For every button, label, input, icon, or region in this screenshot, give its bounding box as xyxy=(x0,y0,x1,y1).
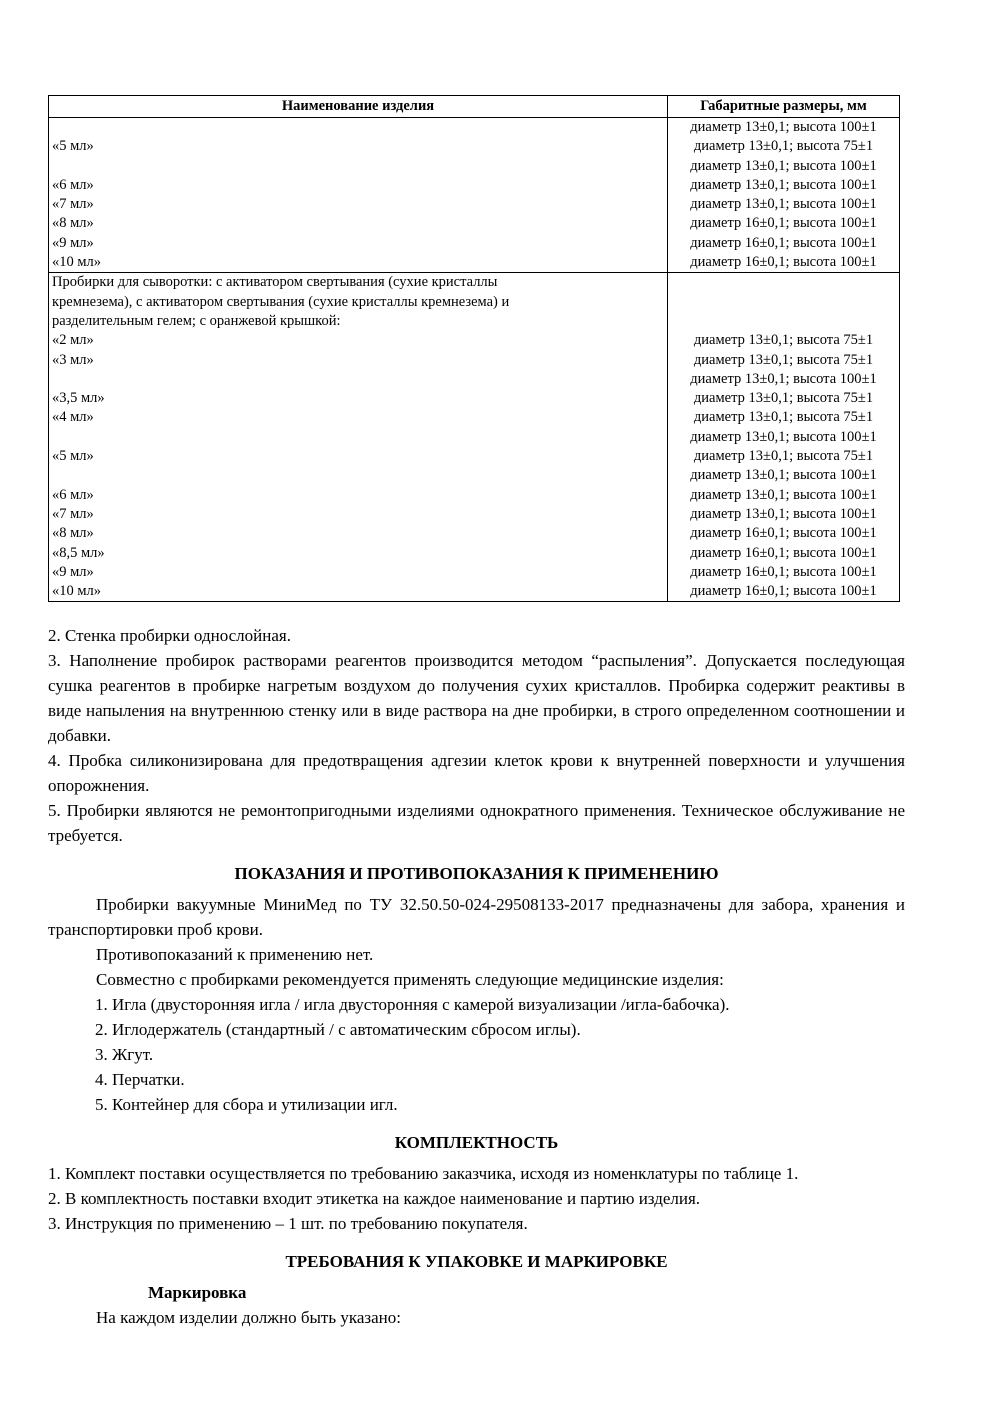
product-name-line: «6 мл» xyxy=(52,486,94,503)
table-header-size: Габаритные размеры, мм xyxy=(700,98,867,114)
product-size-line: диаметр 13±0,1; высота 100±1 xyxy=(690,370,877,387)
product-name-cell xyxy=(49,273,668,601)
product-name-line: «2 мл» xyxy=(52,332,94,349)
body-paragraph-5: 5. Пробирки являются не ремонтопригодными изделиями однократного применения. Техническое обслуживание не требуется. xyxy=(48,801,905,846)
product-size-line: диаметр 16±0,1; высота 100±1 xyxy=(690,544,877,561)
list-item: 3. Жгут. xyxy=(95,1045,154,1065)
product-size-line: диаметр 13±0,1; высота 100±1 xyxy=(690,196,877,213)
body-paragraph-3: 3. Наполнение пробирок растворами реагентов производится методом “распыления”. Допускается последующая сушка реагентов в пробирке нагретым воздухом до получения сухих кристаллов. Пробирка содержит реактивы в виде напыления на внутреннюю стенку или в виде раствора на дне пробирки, в строго определенном соотношении и добавки. xyxy=(48,651,905,746)
product-size-line: диаметр 16±0,1; высота 100±1 xyxy=(690,254,877,271)
list-item: 2. Иглодержатель (стандартный / с автоматическим сбросом иглы). xyxy=(95,1020,581,1040)
completeness-item-3: 3. Инструкция по применению – 1 шт. по требованию покупателя. xyxy=(48,1214,528,1234)
body-paragraph-4: 4. Пробка силиконизирована для предотвращения адгезии клеток крови к внутренней поверхности и улучшения опорожнения. xyxy=(48,751,905,796)
indications-paragraph-1: Пробирки вакуумные МиниМед по ТУ 32.50.50-024-29508133-2017 предназначены для забора, хранения и транспортировки проб крови. xyxy=(48,895,905,940)
packaging-heading: ТРЕБОВАНИЯ К УПАКОВКЕ И МАРКИРОВКЕ xyxy=(285,1252,668,1272)
product-name-line: «9 мл» xyxy=(52,234,94,251)
product-size-line: диаметр 13±0,1; высота 75±1 xyxy=(693,332,874,349)
product-name-line xyxy=(52,428,667,447)
marking-paragraph-1: На каждом изделии должно быть указано: xyxy=(96,1308,401,1328)
indications-heading: ПОКАЗАНИЯ И ПРОТИВОПОКАЗАНИЯ К ПРИМЕНЕНИЮ xyxy=(234,864,719,884)
product-size-line: диаметр 16±0,1; высота 100±1 xyxy=(690,215,877,232)
completeness-heading: КОМПЛЕКТНОСТЬ xyxy=(394,1133,559,1153)
marking-subheading: Маркировка xyxy=(148,1283,247,1303)
size-spacer-line xyxy=(668,273,899,292)
document-body xyxy=(48,623,905,1330)
completeness-item-1: 1. Комплект поставки осуществляется по требованию заказчика, исходя из номенклатуры по таблице 1. xyxy=(48,1164,799,1184)
product-size-line: диаметр 16±0,1; высота 100±1 xyxy=(690,234,877,251)
recommended-devices-list xyxy=(48,992,905,1117)
product-size-line: диаметр 16±0,1; высота 100±1 xyxy=(690,525,877,542)
product-size-line: диаметр 13±0,1; высота 100±1 xyxy=(690,486,877,503)
product-name-line xyxy=(52,466,667,485)
product-name-line: «3,5 мл» xyxy=(52,390,105,407)
product-table-body xyxy=(49,118,899,601)
product-size-line: диаметр 13±0,1; высота 75±1 xyxy=(693,351,874,368)
list-item: 1. Игла (двусторонняя игла / игла двусторонняя с камерой визуализации /игла-бабочка). xyxy=(95,995,730,1015)
product-size-line: диаметр 13±0,1; высота 100±1 xyxy=(690,176,877,193)
product-table xyxy=(48,95,900,602)
product-size-line: диаметр 13±0,1; высота 75±1 xyxy=(693,448,874,465)
product-name-line: «8 мл» xyxy=(52,215,94,232)
product-name-line: «4 мл» xyxy=(52,409,94,426)
table-row-group xyxy=(49,272,899,601)
product-size-line: диаметр 13±0,1; высота 75±1 xyxy=(693,138,874,155)
product-name-cell xyxy=(49,118,668,272)
body-paragraph-2: 2. Стенка пробирки однослойная. xyxy=(48,626,291,646)
product-name-line: «3 мл» xyxy=(52,351,94,368)
product-intro-line: Пробирки для сыворотки: с активатором свертывания (сухие кристаллы xyxy=(52,274,498,291)
list-item: 5. Контейнер для сбора и утилизации игл. xyxy=(95,1095,398,1115)
product-size-line: диаметр 13±0,1; высота 75±1 xyxy=(693,390,874,407)
product-size-line: диаметр 13±0,1; высота 100±1 xyxy=(690,119,877,135)
product-name-line: «8,5 мл» xyxy=(52,544,105,561)
product-size-cell xyxy=(668,118,899,272)
table-header-row xyxy=(49,96,899,118)
product-name-line xyxy=(52,370,667,389)
product-name-line: «9 мл» xyxy=(52,563,94,580)
product-name-line: «10 мл» xyxy=(52,583,102,600)
table-header-name: Наименование изделия xyxy=(49,96,668,117)
product-size-line: диаметр 13±0,1; высота 100±1 xyxy=(690,467,877,484)
product-name-line: «5 мл» xyxy=(52,448,94,465)
product-size-line: диаметр 13±0,1; высота 100±1 xyxy=(690,505,877,522)
product-size-line: диаметр 13±0,1; высота 100±1 xyxy=(690,157,877,174)
product-name-line xyxy=(52,118,667,137)
table-row-group xyxy=(49,118,899,272)
size-spacer-line xyxy=(668,312,899,331)
product-size-line: диаметр 13±0,1; высота 100±1 xyxy=(690,428,877,445)
list-item: 4. Перчатки. xyxy=(95,1070,185,1090)
product-name-line: «10 мл» xyxy=(52,254,102,271)
product-name-line: «5 мл» xyxy=(52,138,94,155)
product-intro-line: разделительным гелем; с оранжевой крышкой: xyxy=(52,312,341,329)
product-name-line: «7 мл» xyxy=(52,505,94,522)
size-spacer-line xyxy=(668,293,899,312)
product-name-line xyxy=(52,157,667,176)
indications-paragraph-3: Совместно с пробирками рекомендуется применять следующие медицинские изделия: xyxy=(96,970,724,990)
product-name-line: «8 мл» xyxy=(52,525,94,542)
product-size-line: диаметр 13±0,1; высота 75±1 xyxy=(693,409,874,426)
completeness-item-2: 2. В комплектность поставки входит этикетка на каждое наименование и партию изделия. xyxy=(48,1189,701,1209)
product-size-cell xyxy=(668,273,899,601)
product-name-line: «6 мл» xyxy=(52,176,94,193)
indications-paragraph-2: Противопоказаний к применению нет. xyxy=(96,945,374,965)
product-size-line: диаметр 16±0,1; высота 100±1 xyxy=(690,563,877,580)
product-name-line: «7 мл» xyxy=(52,196,94,213)
product-size-line: диаметр 16±0,1; высота 100±1 xyxy=(690,583,877,600)
product-intro-line: кремнезема), с активатором свертывания (сухие кристаллы кремнезема) и xyxy=(52,293,510,310)
